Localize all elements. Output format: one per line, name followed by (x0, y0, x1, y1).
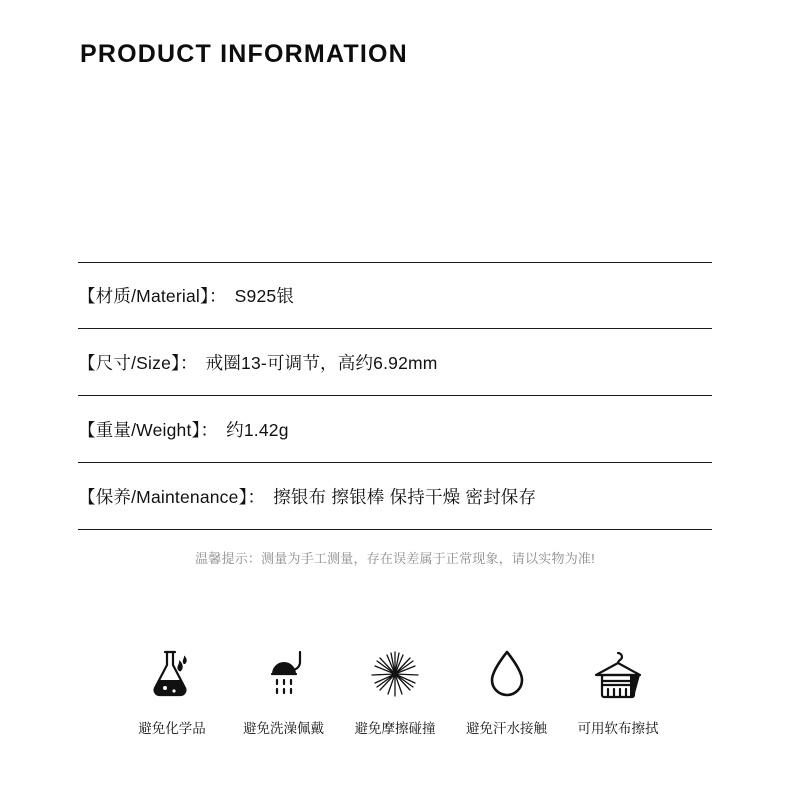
care-item-sweat (455, 640, 559, 737)
care-item-chemicals (120, 640, 224, 737)
table-row (78, 329, 712, 396)
care-caption-impact: 避免摩擦碰撞 (354, 721, 436, 736)
care-item-impact (343, 640, 447, 737)
care-icon-row (120, 640, 670, 737)
spec-label-material: 【材质/Material】： (78, 286, 227, 306)
spec-label-size: 【尺寸/Size】： (78, 352, 198, 373)
shower-icon (255, 640, 313, 702)
table-row (78, 396, 712, 463)
table-row (78, 463, 712, 530)
spec-value-maintenance: 擦银布 擦银棒 保持干燥 密封保存 (273, 486, 537, 507)
specification-table (78, 262, 712, 530)
care-caption-cloth: 可用软布擦拭 (577, 721, 659, 736)
measurement-note: 温馨提示：测量为手工测量，存在误差属于正常现象，请以实物为准! (195, 551, 595, 566)
page-title: PRODUCT INFORMATION (80, 40, 408, 68)
spec-label-weight: 【重量/Weight】： (78, 419, 219, 440)
spec-value-material: S925银 (234, 286, 295, 306)
care-item-cloth (566, 640, 670, 737)
table-row (78, 262, 712, 329)
care-item-shower (232, 640, 336, 737)
hanger-cloth-icon (586, 640, 650, 702)
care-caption-chemicals: 避免化学品 (138, 721, 206, 736)
spec-value-weight: 约1.42g (226, 419, 289, 440)
care-caption-sweat: 避免汗水接触 (466, 721, 547, 736)
care-caption-shower: 避免洗澡佩戴 (243, 721, 324, 736)
impact-burst-icon (366, 640, 424, 702)
spec-value-size: 戒圈13-可调节，高约6.92mm (205, 352, 438, 373)
spec-label-maintenance: 【保养/Maintenance】： (78, 486, 266, 507)
flask-chemical-icon (143, 640, 201, 702)
water-drop-icon (478, 640, 536, 702)
